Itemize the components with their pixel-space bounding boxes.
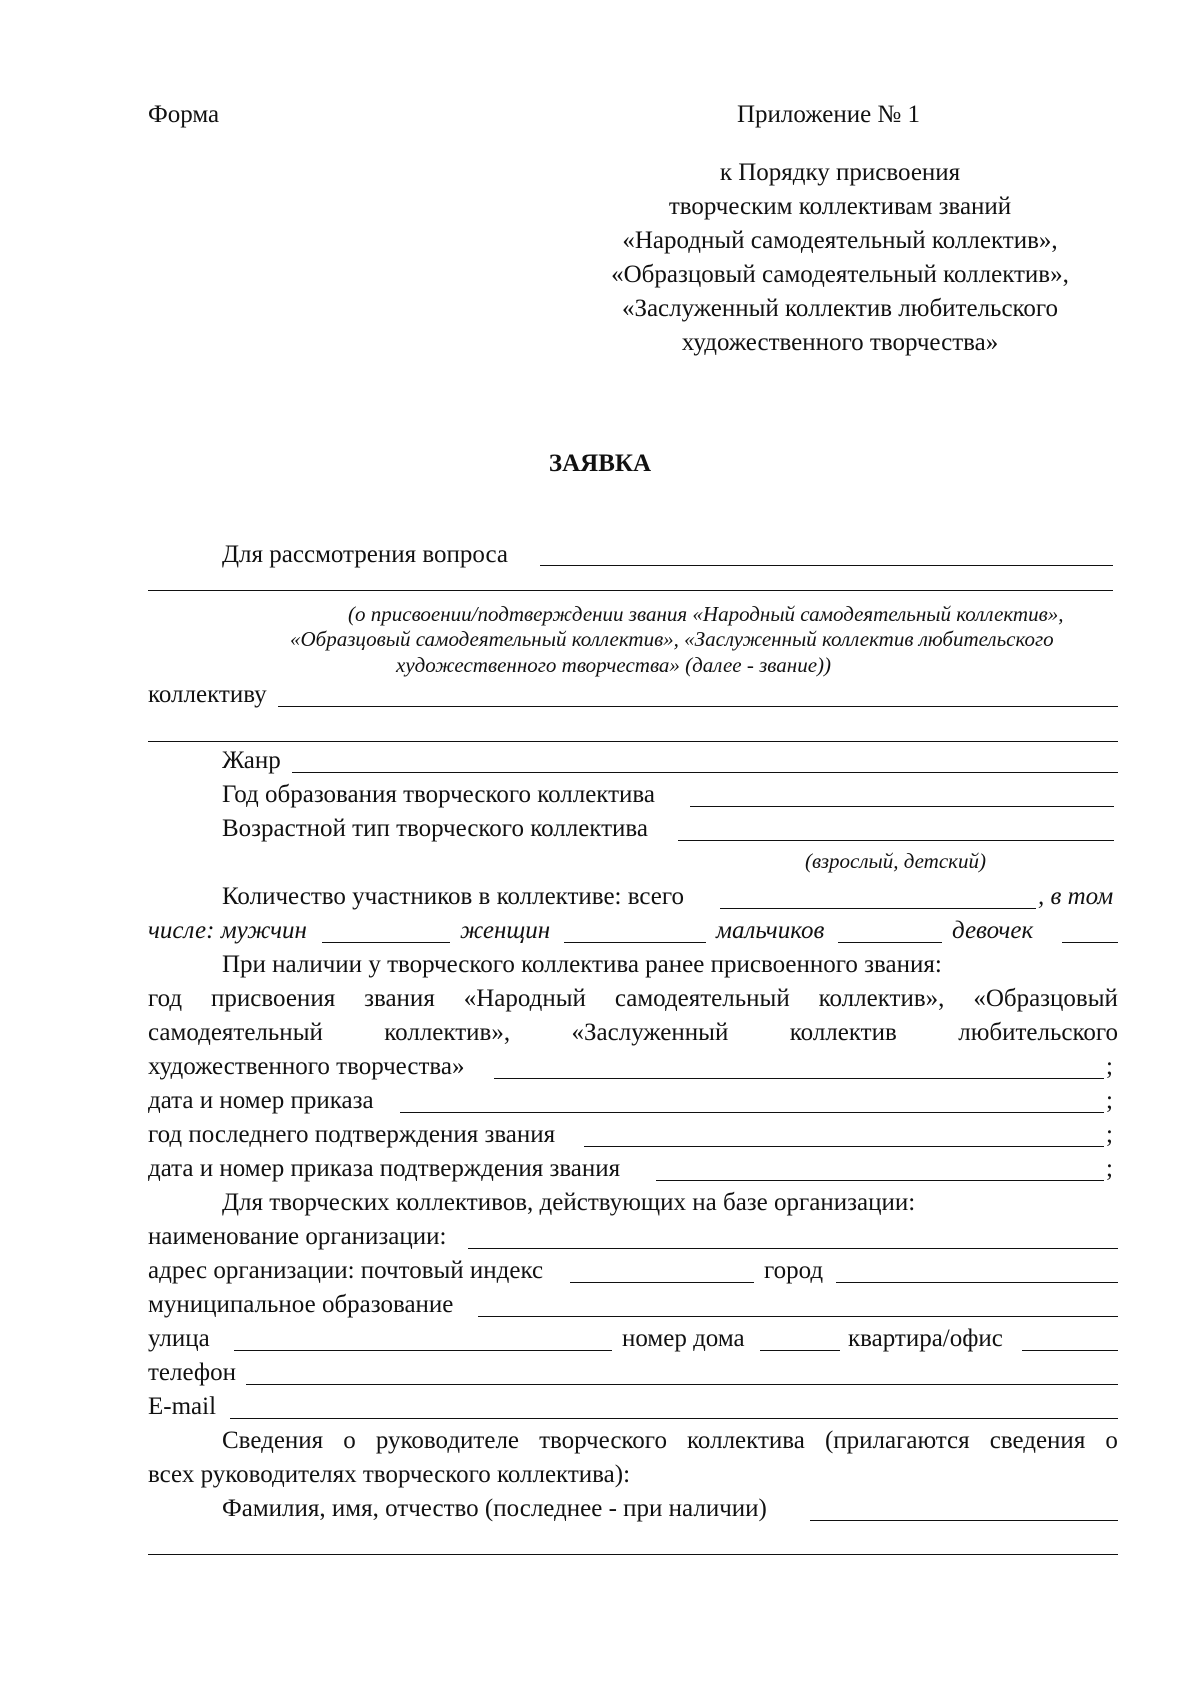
apartment-field[interactable] (1022, 1350, 1118, 1351)
appendix-line-5: «Заслуженный коллектив любительского (621, 295, 1059, 322)
email-label: E-mail (148, 1393, 217, 1420)
leader-intro-line-2: всех руководителях творческого коллектива): (148, 1461, 631, 1488)
year-formed-label: Год образования творческого коллектива (222, 781, 655, 808)
last-confirm-field[interactable] (584, 1146, 1104, 1147)
org-address-label: адрес организации: почтовый индекс (148, 1257, 544, 1284)
org-name-label: наименование организации: (148, 1223, 447, 1250)
city-label: город (764, 1257, 824, 1284)
last-confirm-label: год последнего подтверждения звания (148, 1121, 556, 1148)
consideration-field[interactable] (540, 565, 1113, 566)
men-field[interactable] (322, 942, 450, 943)
boys-field[interactable] (838, 942, 942, 943)
house-field[interactable] (760, 1350, 840, 1351)
title-note-line-2: «Образцовый самодеятельный коллектив», «Заслуженный коллектив любительского (290, 627, 1054, 651)
leader-word: сведения (989, 1427, 1086, 1454)
appendix-title: Приложение № 1 (737, 101, 921, 128)
leader-word: (прилагаются (824, 1427, 970, 1454)
municipality-label: муниципальное образование (148, 1291, 454, 1318)
prior-word: год (148, 985, 183, 1012)
prior-word: «Образцовый (973, 985, 1118, 1012)
prior-word: звания (364, 985, 435, 1012)
age-type-hint: (взрослый, детский) (805, 849, 986, 873)
semicolon: ; (1106, 1087, 1113, 1114)
title-note-line-3: художественного творчества» (далее - звание)) (396, 653, 832, 677)
participants-tail: , в том (1038, 883, 1114, 910)
participants-total-field[interactable] (720, 908, 1036, 909)
prior-word: самодеятельный (614, 985, 790, 1012)
apartment-label: квартира/офис (848, 1325, 1003, 1352)
breakdown-boys-label: мальчиков (716, 917, 825, 944)
appendix-line-3: «Народный самодеятельный коллектив», (622, 227, 1058, 254)
year-formed-field[interactable] (690, 806, 1114, 807)
prior-intro: При наличии у творческого коллектива ранее присвоенного звания: (222, 951, 942, 978)
leader-word: о (1105, 1427, 1118, 1454)
house-label: номер дома (622, 1325, 745, 1352)
prior-word: коллектив (789, 1019, 897, 1046)
genre-field[interactable] (292, 772, 1118, 773)
confirm-order-field[interactable] (656, 1180, 1104, 1181)
leader-word: Сведения (222, 1427, 324, 1454)
form-label: Форма (148, 101, 220, 128)
phone-field[interactable] (246, 1384, 1118, 1385)
prior-word: присвоения (211, 985, 336, 1012)
appendix-line-2: творческим коллективам званий (668, 193, 1012, 220)
fio-field-cont[interactable] (148, 1554, 1118, 1555)
leader-word: коллектива (687, 1427, 805, 1454)
age-type-field[interactable] (678, 840, 1114, 841)
breakdown-girls-label: девочек (952, 917, 1034, 944)
title-note-line-1: (о присвоении/подтверждении звания «Народный самодеятельный коллектив», (348, 602, 1064, 626)
semicolon: ; (1106, 1121, 1113, 1148)
leader-intro-line-1 (222, 1428, 1118, 1453)
leader-word: о (343, 1427, 356, 1454)
prior-year-field[interactable] (494, 1078, 1104, 1079)
prior-line-2 (148, 1020, 1118, 1045)
prior-word: коллектив», (818, 985, 945, 1012)
order-label: дата и номер приказа (148, 1087, 374, 1114)
collective-field-cont[interactable] (148, 741, 1118, 742)
participants-label: Количество участников в коллективе: всего (222, 883, 685, 910)
appendix-line-6: художественного творчества» (681, 329, 999, 356)
street-field[interactable] (234, 1350, 612, 1351)
prior-word: «Народный (463, 985, 586, 1012)
prior-word: самодеятельный (148, 1019, 323, 1046)
collective-field[interactable] (278, 706, 1118, 707)
consideration-field-cont[interactable] (148, 590, 1113, 591)
women-field[interactable] (564, 942, 706, 943)
fio-label: Фамилия, имя, отчество (последнее - при наличии) (222, 1495, 767, 1522)
prior-word: любительского (958, 1019, 1118, 1046)
appendix-line-4: «Образцовый самодеятельный коллектив», (611, 261, 1069, 288)
girls-field[interactable] (1062, 942, 1118, 943)
city-field[interactable] (836, 1282, 1118, 1283)
prior-word: коллектив», (384, 1019, 511, 1046)
prior-word: «Заслуженный (571, 1019, 729, 1046)
confirm-order-label: дата и номер приказа подтверждения звания (148, 1155, 621, 1182)
genre-label: Жанр (222, 747, 281, 774)
leader-word: творческого (539, 1427, 667, 1454)
appendix-line-1: к Порядку присвоения (719, 159, 961, 186)
postal-code-field[interactable] (570, 1282, 754, 1283)
municipality-field[interactable] (478, 1316, 1118, 1317)
semicolon: ; (1106, 1155, 1113, 1182)
prior-year-label: художественного творчества» (148, 1053, 465, 1080)
phone-label: телефон (148, 1359, 236, 1386)
prior-line-1 (148, 986, 1118, 1011)
breakdown-women-label: женщин (460, 917, 551, 944)
leader-word: руководителе (375, 1427, 520, 1454)
email-field[interactable] (230, 1418, 1118, 1419)
order-field[interactable] (400, 1112, 1104, 1113)
street-label: улица (148, 1325, 210, 1352)
breakdown-men-label: числе: мужчин (148, 917, 307, 944)
document-title: ЗАЯВКА (548, 450, 652, 477)
org-intro: Для творческих коллективов, действующих на базе организации: (222, 1189, 916, 1216)
age-type-label: Возрастной тип творческого коллектива (222, 815, 648, 842)
semicolon: ; (1106, 1053, 1113, 1080)
org-name-field[interactable] (468, 1248, 1118, 1249)
collective-label: коллективу (148, 681, 267, 708)
fio-field[interactable] (810, 1520, 1118, 1521)
consideration-label: Для рассмотрения вопроса (222, 541, 509, 568)
